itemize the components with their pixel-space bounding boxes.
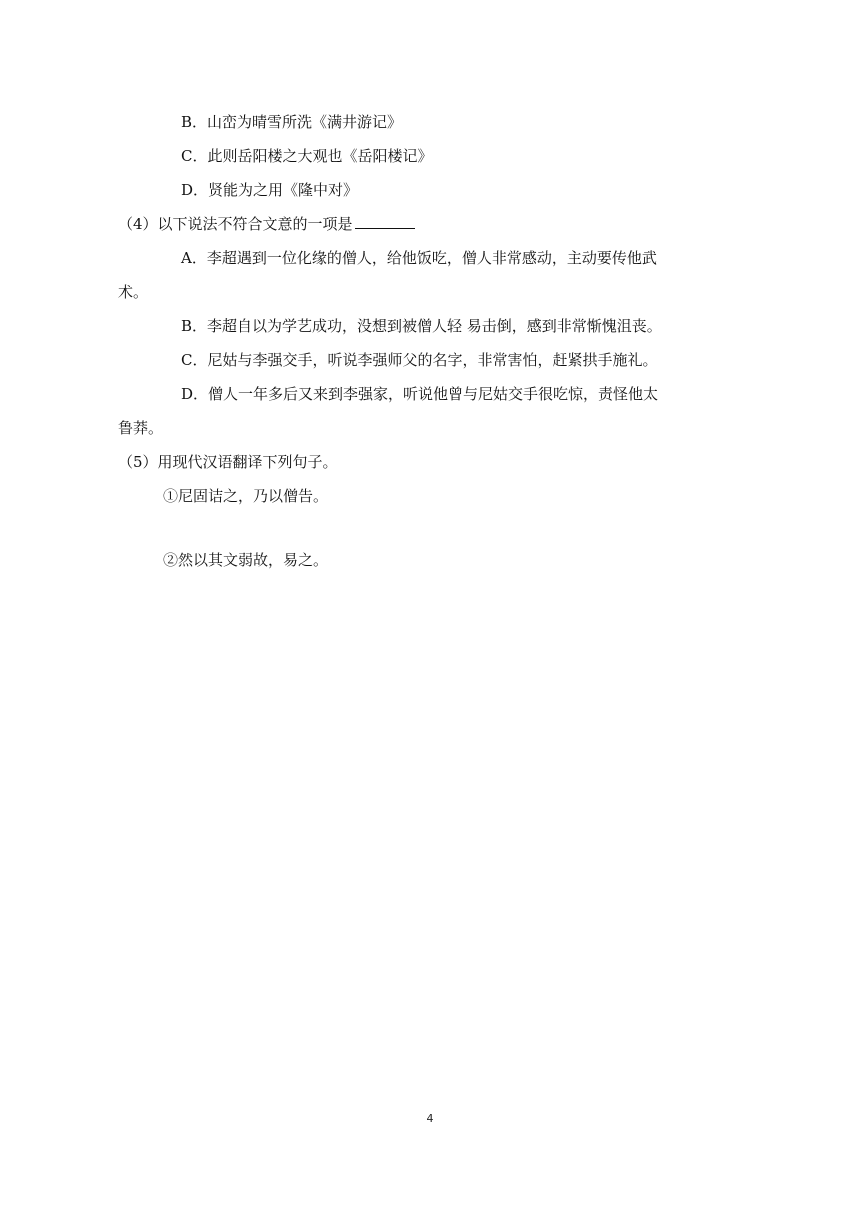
- q4-stem: （4）以下说法不符合文意的一项是: [118, 215, 353, 233]
- q4-option-a-line1: A．李超遇到一位化缘的僧人，给他饭吃，僧人非常感动，主动要传他武: [181, 249, 657, 267]
- page-number: 4: [426, 1112, 434, 1125]
- q4-option-b: B．李超自以为学艺成功，没想到被僧人轻 易击倒，感到非常惭愧沮丧。: [181, 317, 662, 335]
- q3-option-c: C．此则岳阳楼之大观也《岳阳楼记》: [181, 147, 433, 165]
- q5-sentence-2: ②然以其文弱故，易之。: [163, 551, 329, 569]
- answer-blank[interactable]: [355, 214, 415, 229]
- q4-option-a-line2: 术。: [118, 283, 149, 301]
- q4-question: [118, 214, 415, 234]
- q4-option-d-line2: 鲁莽。: [118, 419, 164, 437]
- q3-option-d: D．贤能为之用《隆中对》: [181, 181, 359, 199]
- q3-option-b: B．山峦为晴雪所洗《满井游记》: [181, 113, 403, 131]
- q4-option-c: C．尼姑与李强交手，听说李强师父的名字，非常害怕，赶紧拱手施礼。: [181, 351, 658, 369]
- q4-option-d-line1: D．僧人一年多后又来到李强家，听说他曾与尼姑交手很吃惊，责怪他太: [181, 385, 659, 403]
- q5-stem: （5）用现代汉语翻译下列句子。: [118, 453, 338, 471]
- q5-sentence-1: ①尼固诘之，乃以僧告。: [163, 487, 329, 505]
